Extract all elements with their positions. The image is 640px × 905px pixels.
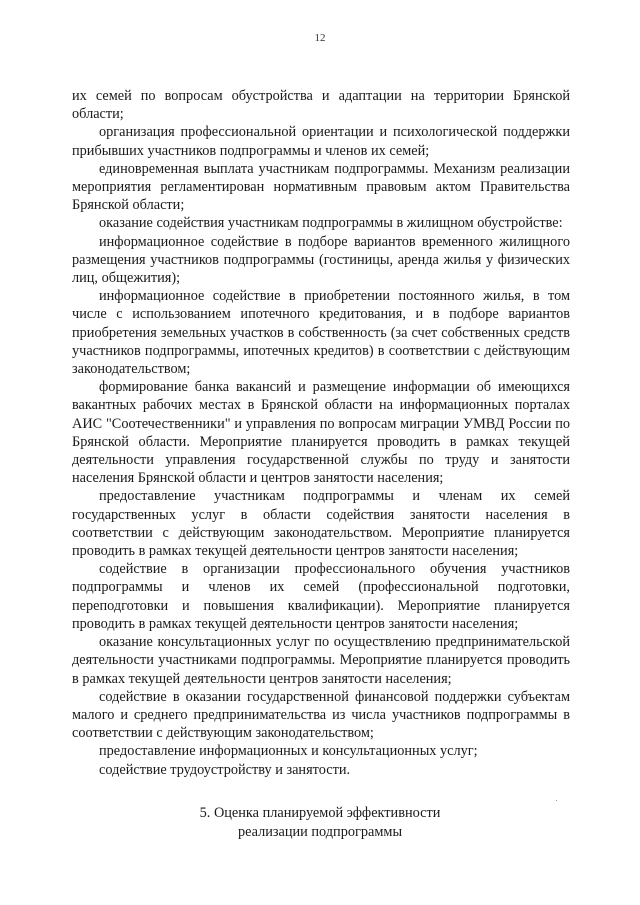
paragraph: предоставление участникам подпрограммы и членам их семей государственных услуг в области содействия занятости населения в соответствии с действующим законодательством. Мероприятие планируется проводить в рамках текущей деятельности центров занятости населения;	[72, 488, 570, 560]
paragraph: оказание содействия участникам подпрограммы в жилищном обустройстве:	[99, 215, 563, 232]
paragraph: их семей по вопросам обустройства и адаптации на территории Брянской области;	[72, 88, 570, 123]
paragraph: организация профессиональной ориентации и психологической поддержки прибывших участников подпрограммы и членов их семей;	[72, 124, 570, 159]
paragraph: формирование банка вакансий и размещение информации об имеющихся вакантных рабочих местах в Брянской области на информационных порталах АИС "Соотечественники" и управления по вопросам миграции УМВД России по Брянской области. Мероприятие планируется проводить в рамках текущей деятельности управления государственной службы по труду и занятости населения Брянской области и центров занятости населения;	[72, 379, 570, 487]
document-body	[72, 87, 570, 779]
scan-speck	[556, 800, 557, 801]
paragraph: предоставление информационных и консультационных услуг;	[99, 743, 478, 760]
section-heading-line: 5. Оценка планируемой эффективности	[199, 805, 441, 821]
page-number: 12	[314, 32, 326, 44]
paragraph: оказание консультационных услуг по осуществлению предпринимательской деятельности участниками подпрограммы. Мероприятие планируется проводить в рамках текущей деятельности центров занятости населения;	[72, 634, 570, 687]
paragraph: информационное содействие в подборе вариантов временного жилищного размещения участников подпрограммы (гостиницы, аренда жилья у физических лиц, общежития);	[72, 233, 570, 287]
section-heading-line: реализации подпрограммы	[237, 824, 403, 840]
section-heading	[0, 804, 640, 842]
paragraph: содействие в организации профессионального обучения участников подпрограммы и членов их семей (профессиональной подготовки, переподготовки и повышения квалификации). Мероприятие планируется проводить в рамках текущей деятельности центров занятости населения;	[72, 561, 570, 632]
paragraph: содействие трудоустройству и занятости.	[99, 761, 351, 778]
paragraph: содействие в оказании государственной финансовой поддержки субъектам малого и среднего предпринимательства из числа участников подпрограммы в соответствии с действующим законодательством;	[72, 688, 570, 742]
paragraph: информационное содействие в приобретении постоянного жилья, в том числе с использованием ипотечного кредитования, и в подборе вариантов приобретения земельных участков в собственность (за счет собственных средств участников подпрограммы, ипотечных кредитов) в соответствии с действующим законодательством;	[72, 288, 570, 378]
paragraph: единовременная выплата участникам подпрограммы. Механизм реализации мероприятия регламентирован нормативным правовым актом Правительства Брянской области;	[72, 160, 570, 214]
